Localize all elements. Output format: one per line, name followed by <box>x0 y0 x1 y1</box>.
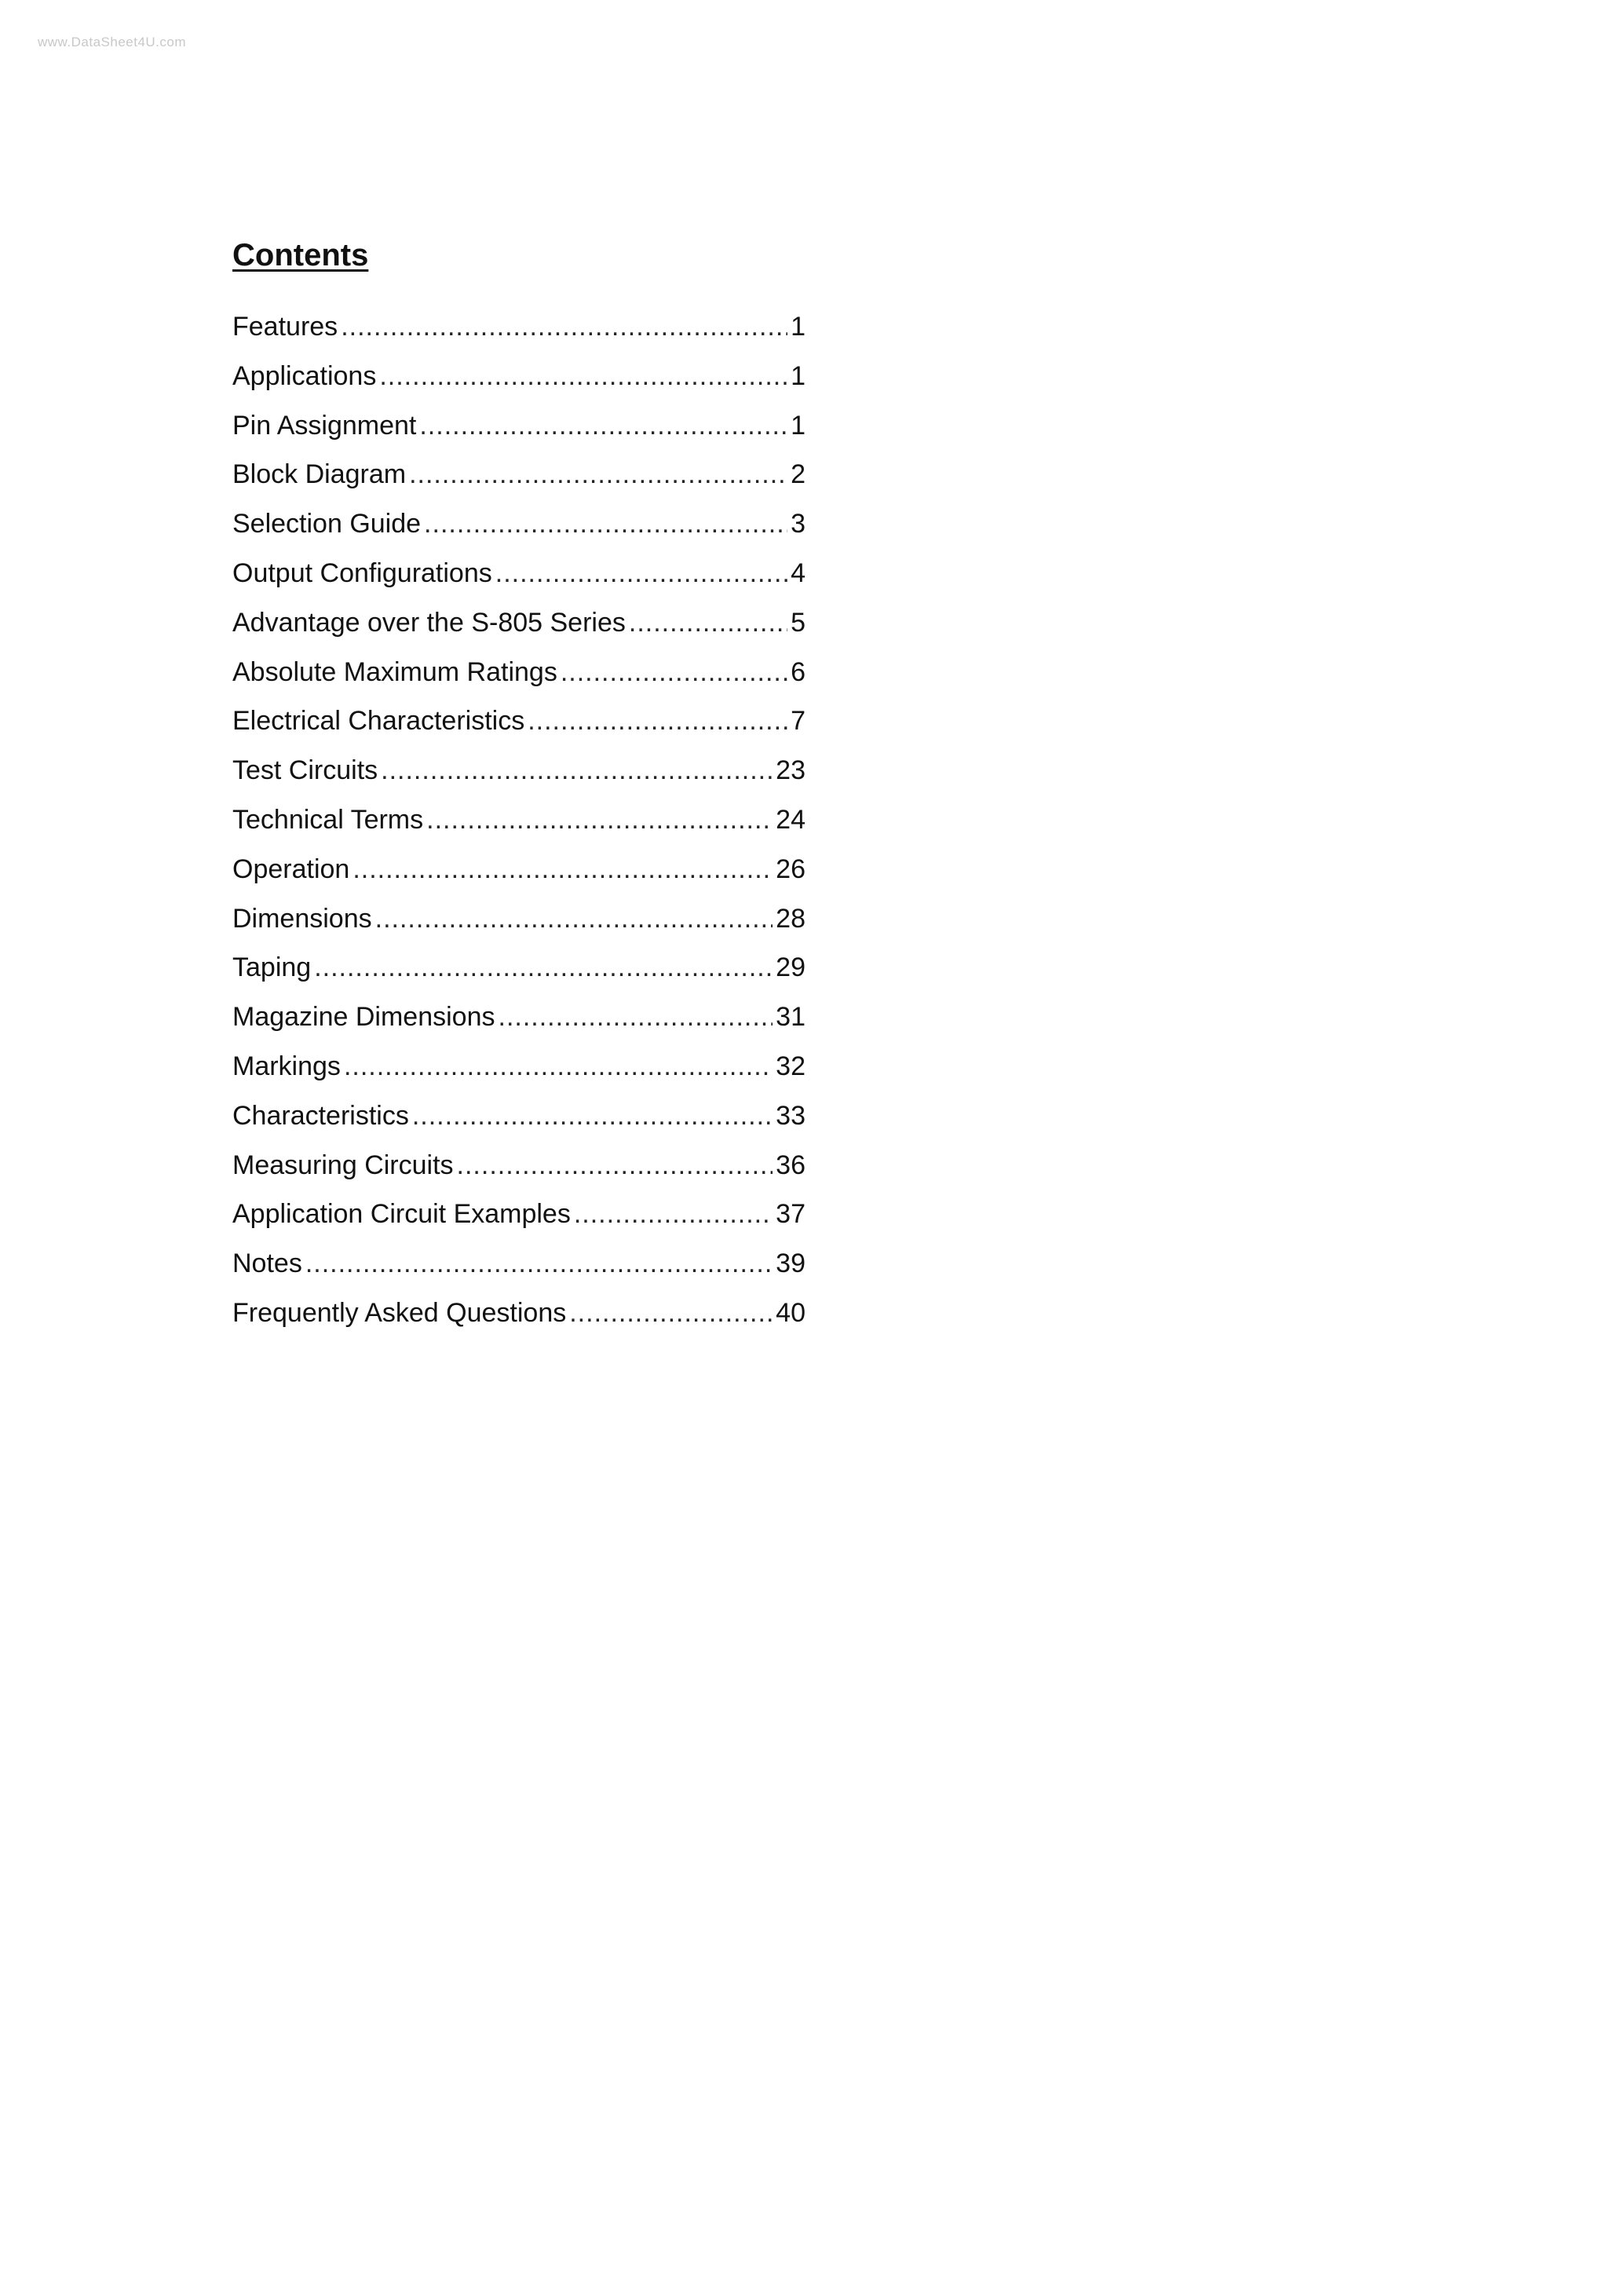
dot-leader <box>344 1051 773 1082</box>
toc-entry[interactable] <box>232 508 806 558</box>
dot-leader <box>314 952 773 983</box>
toc-entry-page: 6 <box>791 656 806 687</box>
toc-entry-page: 1 <box>791 312 806 342</box>
toc-entry-page: 33 <box>776 1100 806 1131</box>
dot-leader <box>561 656 787 688</box>
dot-leader <box>426 804 773 835</box>
toc-entry-label: Markings <box>232 1051 341 1081</box>
toc-entry-label: Notes <box>232 1249 302 1279</box>
dot-leader <box>457 1150 773 1181</box>
toc-entry-label: Pin Assignment <box>232 410 417 441</box>
toc-entry[interactable] <box>232 1297 806 1347</box>
toc-entry-page: 29 <box>776 952 806 983</box>
toc-entry-label: Applications <box>232 360 377 391</box>
toc-entry-label: Characteristics <box>232 1100 409 1131</box>
toc-entry-page: 40 <box>776 1297 806 1328</box>
toc-entry-label: Measuring Circuits <box>232 1150 454 1180</box>
toc-entry-label: Application Circuit Examples <box>232 1199 571 1230</box>
toc-entry[interactable] <box>232 1150 806 1199</box>
dot-leader <box>499 1001 773 1033</box>
toc-entry[interactable] <box>232 1001 806 1051</box>
toc-entry[interactable] <box>232 1051 806 1100</box>
dot-leader <box>419 410 787 441</box>
toc-entry-page: 37 <box>776 1199 806 1230</box>
toc-entry-label: Block Diagram <box>232 459 407 490</box>
dot-leader <box>409 459 787 490</box>
toc-entry-page: 36 <box>776 1150 806 1180</box>
toc-entry[interactable] <box>232 854 806 903</box>
toc-entry[interactable] <box>232 903 806 952</box>
dot-leader <box>381 755 773 786</box>
toc-list <box>232 311 806 1347</box>
toc-entry[interactable] <box>232 952 806 1001</box>
toc-entry[interactable] <box>232 1248 806 1297</box>
toc-entry-label: Magazine Dimensions <box>232 1002 495 1033</box>
toc-entry-label: Advantage over the S-805 Series <box>232 607 626 638</box>
toc-entry[interactable] <box>232 705 806 755</box>
dot-leader <box>412 1100 773 1132</box>
toc-entry-label: Output Configurations <box>232 558 492 588</box>
toc-entry-label: Selection Guide <box>232 509 422 539</box>
toc-entry-label: Electrical Characteristics <box>232 706 525 737</box>
dot-leader <box>305 1248 773 1279</box>
watermark-text: www.DataSheet4U.com <box>38 35 187 49</box>
dot-leader <box>574 1198 773 1230</box>
toc-entry[interactable] <box>232 607 806 656</box>
dot-leader <box>341 311 787 342</box>
toc-entry-page: 1 <box>791 360 806 391</box>
toc-entry[interactable] <box>232 804 806 854</box>
toc-entry[interactable] <box>232 1198 806 1248</box>
toc-entry-page: 3 <box>791 509 806 539</box>
dot-leader <box>495 558 787 589</box>
toc-entry-page: 39 <box>776 1249 806 1279</box>
toc-entry[interactable] <box>232 755 806 804</box>
table-of-contents <box>232 236 806 1347</box>
toc-entry-page: 1 <box>791 410 806 441</box>
dot-leader <box>353 854 773 885</box>
toc-entry[interactable] <box>232 656 806 706</box>
toc-entry-page: 23 <box>776 755 806 786</box>
toc-entry-page: 32 <box>776 1051 806 1081</box>
dot-leader <box>629 607 787 638</box>
toc-entry[interactable] <box>232 410 806 459</box>
toc-entry-page: 24 <box>776 804 806 835</box>
toc-entry[interactable] <box>232 558 806 607</box>
toc-entry[interactable] <box>232 311 806 360</box>
toc-entry-page: 2 <box>791 459 806 490</box>
toc-entry-page: 5 <box>791 607 806 638</box>
toc-entry-label: Frequently Asked Questions <box>232 1297 567 1328</box>
dot-leader <box>379 360 787 392</box>
toc-entry-page: 26 <box>776 854 806 884</box>
toc-entry-page: 4 <box>791 558 806 588</box>
toc-entry-label: Features <box>232 312 338 342</box>
dot-leader <box>424 508 787 539</box>
contents-title: Contents <box>232 238 369 272</box>
dot-leader <box>528 705 787 737</box>
dot-leader <box>375 903 773 934</box>
toc-entry-page: 28 <box>776 903 806 934</box>
toc-entry-page: 31 <box>776 1002 806 1033</box>
toc-entry-label: Operation <box>232 854 350 884</box>
toc-entry-label: Technical Terms <box>232 804 424 835</box>
toc-entry-label: Dimensions <box>232 903 372 934</box>
toc-entry-label: Absolute Maximum Ratings <box>232 656 557 687</box>
toc-entry-label: Test Circuits <box>232 755 378 786</box>
toc-entry-page: 7 <box>791 706 806 737</box>
toc-entry-label: Taping <box>232 952 312 983</box>
dot-leader <box>569 1297 773 1329</box>
toc-entry[interactable] <box>232 459 806 508</box>
toc-entry[interactable] <box>232 360 806 410</box>
toc-entry[interactable] <box>232 1100 806 1150</box>
